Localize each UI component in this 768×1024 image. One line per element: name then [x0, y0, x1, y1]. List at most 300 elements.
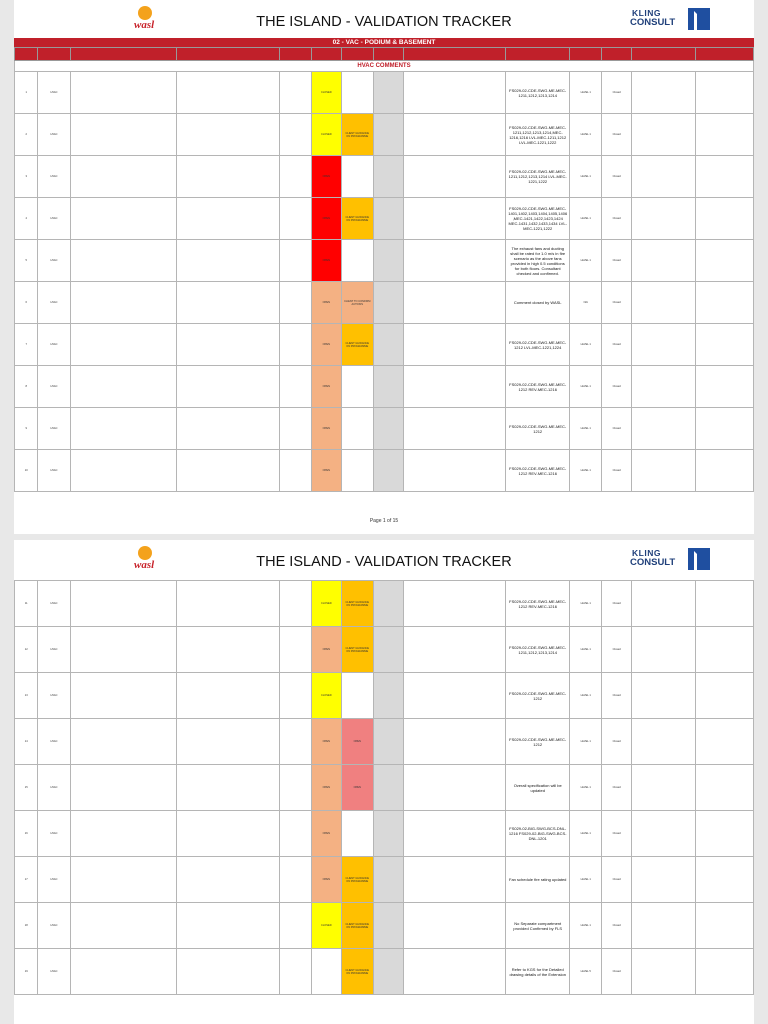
- closed-cell: Closed: [602, 450, 632, 492]
- feedback-cell: CLIENT GUIDANCE ON PROGRAMME: [341, 114, 373, 156]
- notes-cell: [696, 811, 754, 857]
- row-number: 18: [15, 903, 38, 949]
- table-row: [15, 114, 754, 156]
- date-cell: [279, 114, 311, 156]
- response-detail: [403, 627, 506, 673]
- response-detail: [403, 72, 506, 114]
- comment-text: [70, 114, 177, 156]
- feedback-cell: [341, 673, 373, 719]
- status-cell: OPEN: [311, 324, 341, 366]
- remarks-cell: [632, 366, 696, 408]
- comment-text: [70, 156, 177, 198]
- notes-cell: [696, 366, 754, 408]
- reference-drawings: FS029-02-CDE-SWG-ME-MEC-1212 REV-MEC-1216: [506, 581, 570, 627]
- discipline-code: HVAC: [38, 673, 70, 719]
- reference-drawings: FS029-02-CDE-SWG-ME-MEC-1401,1402,1403,1404,1405,1406,MEC-1421,1422,1423,1424 MEC-1431,1432,1433,1434 LVL-MEC-1221,1222: [506, 198, 570, 240]
- level-cell: LEVEL 5: [570, 949, 602, 995]
- row-number: 17: [15, 857, 38, 903]
- level-cell: LEVEL 1: [570, 450, 602, 492]
- action-cell: [373, 450, 403, 492]
- reference-drawings: FS029-02-CDE-SWG-ME-MEC-1212 LVL-MEC-1221,1224: [506, 324, 570, 366]
- discipline-code: HVAC: [38, 408, 70, 450]
- notes-cell: [696, 857, 754, 903]
- reference-drawings: Comment closed by WASL: [506, 282, 570, 324]
- status-cell: OPEN: [311, 366, 341, 408]
- remarks-cell: [632, 114, 696, 156]
- row-number: 11: [15, 581, 38, 627]
- row-number: 14: [15, 719, 38, 765]
- response-text: [177, 408, 280, 450]
- remarks-cell: [632, 240, 696, 282]
- closed-cell: Closed: [602, 114, 632, 156]
- response-text: [177, 156, 280, 198]
- tracker-page-1: [14, 0, 754, 534]
- notes-cell: [696, 581, 754, 627]
- status-cell: CLOSED: [311, 581, 341, 627]
- action-cell: [373, 72, 403, 114]
- reference-drawings: Overall specification will be updated: [506, 765, 570, 811]
- table-row: [15, 156, 754, 198]
- response-detail: [403, 198, 506, 240]
- table-row: [15, 450, 754, 492]
- response-detail: [403, 857, 506, 903]
- level-cell: LEVEL 1: [570, 903, 602, 949]
- date-cell: [279, 282, 311, 324]
- table-row: [15, 282, 754, 324]
- remarks-cell: [632, 156, 696, 198]
- response-detail: [403, 450, 506, 492]
- status-cell: OPEN: [311, 450, 341, 492]
- row-number: 15: [15, 765, 38, 811]
- row-number: 2: [15, 114, 38, 156]
- feedback-cell: OPEN: [341, 765, 373, 811]
- date-cell: [279, 857, 311, 903]
- closed-cell: Closed: [602, 949, 632, 995]
- date-cell: [279, 903, 311, 949]
- response-detail: [403, 811, 506, 857]
- row-number: 9: [15, 408, 38, 450]
- response-text: [177, 282, 280, 324]
- feedback-cell: OPEN: [341, 719, 373, 765]
- comment-text: [70, 673, 177, 719]
- action-cell: [373, 903, 403, 949]
- action-cell: [373, 719, 403, 765]
- table-row: [15, 811, 754, 857]
- closed-cell: Closed: [602, 408, 632, 450]
- action-cell: [373, 811, 403, 857]
- closed-cell: Closed: [602, 765, 632, 811]
- comment-text: [70, 282, 177, 324]
- level-cell: LEVEL 1: [570, 765, 602, 811]
- remarks-cell: [632, 450, 696, 492]
- status-cell: OPEN: [311, 282, 341, 324]
- date-cell: [279, 240, 311, 282]
- feedback-cell: CLIENT GUIDANCE ON PROGRAMME: [341, 198, 373, 240]
- notes-cell: [696, 719, 754, 765]
- status-cell: OPEN: [311, 627, 341, 673]
- reference-drawings: No Separate compartment provided Confirmed by FLS: [506, 903, 570, 949]
- row-number: 7: [15, 324, 38, 366]
- action-cell: [373, 627, 403, 673]
- feedback-cell: [341, 450, 373, 492]
- response-text: [177, 450, 280, 492]
- response-text: [177, 765, 280, 811]
- discipline-code: HVAC: [38, 857, 70, 903]
- response-detail: [403, 366, 506, 408]
- closed-cell: Closed: [602, 811, 632, 857]
- wasl-logo: wasl: [134, 546, 174, 574]
- closed-cell: Closed: [602, 581, 632, 627]
- notes-cell: [696, 765, 754, 811]
- reference-drawings: FS029-02-CDE-SWG-ME-MEC-1211,1212,1213,1214,MEC-1216,1216 LVL-MEC-1211,1212 LVL-MEC-1221,1222: [506, 114, 570, 156]
- level-cell: LEVEL 1: [570, 156, 602, 198]
- table-row: [15, 857, 754, 903]
- date-cell: [279, 450, 311, 492]
- feedback-cell: [341, 811, 373, 857]
- table-row: [15, 408, 754, 450]
- date-cell: [279, 408, 311, 450]
- closed-cell: Closed: [602, 719, 632, 765]
- page-title: THE ISLAND - VALIDATION TRACKER: [256, 554, 512, 570]
- date-cell: [279, 366, 311, 408]
- discipline-code: HVAC: [38, 450, 70, 492]
- comment-text: [70, 72, 177, 114]
- tracker-table-2: [14, 580, 754, 995]
- remarks-cell: [632, 811, 696, 857]
- response-text: [177, 581, 280, 627]
- status-cell: CLOSED: [311, 114, 341, 156]
- discipline-code: HVAC: [38, 198, 70, 240]
- table-header-row: [15, 48, 754, 61]
- remarks-cell: [632, 282, 696, 324]
- comment-text: [70, 627, 177, 673]
- reference-drawings: FS029-02-CDE-SWG-ME-MEC-1212: [506, 719, 570, 765]
- discipline-code: HVAC: [38, 719, 70, 765]
- feedback-cell: CLIENT TO CONFIRM ACTIONS: [341, 282, 373, 324]
- discipline-code: HVAC: [38, 765, 70, 811]
- table-row: [15, 581, 754, 627]
- table-row: [15, 949, 754, 995]
- date-cell: [279, 949, 311, 995]
- row-number: 19: [15, 949, 38, 995]
- level-cell: LEVEL 1: [570, 240, 602, 282]
- notes-cell: [696, 114, 754, 156]
- action-cell: [373, 198, 403, 240]
- table-row: [15, 673, 754, 719]
- level-cell: LEVEL 1: [570, 581, 602, 627]
- response-text: [177, 811, 280, 857]
- closed-cell: Closed: [602, 903, 632, 949]
- response-detail: [403, 719, 506, 765]
- response-text: [177, 857, 280, 903]
- response-detail: [403, 240, 506, 282]
- action-cell: [373, 282, 403, 324]
- response-text: [177, 719, 280, 765]
- discipline-code: HVAC: [38, 156, 70, 198]
- feedback-cell: CLIENT GUIDANCE ON PROGRAMME: [341, 949, 373, 995]
- remarks-cell: [632, 765, 696, 811]
- response-text: [177, 72, 280, 114]
- discipline-code: HVAC: [38, 811, 70, 857]
- notes-cell: [696, 240, 754, 282]
- remarks-cell: [632, 949, 696, 995]
- table-row: [15, 240, 754, 282]
- closed-cell: Closed: [602, 240, 632, 282]
- closed-cell: Closed: [602, 627, 632, 673]
- level-cell: LEVEL 1: [570, 719, 602, 765]
- wasl-logo: wasl: [134, 6, 174, 34]
- page-title: THE ISLAND - VALIDATION TRACKER: [256, 14, 512, 30]
- comment-text: [70, 719, 177, 765]
- discipline-code: HVAC: [38, 114, 70, 156]
- level-cell: LEVEL 1: [570, 408, 602, 450]
- action-cell: [373, 324, 403, 366]
- date-cell: [279, 719, 311, 765]
- response-text: [177, 949, 280, 995]
- notes-cell: [696, 198, 754, 240]
- reference-drawings: FS029-02-CDE-SWG-ME-MEC-1212: [506, 408, 570, 450]
- kling-consult-logo: KLING CONSULT: [630, 548, 710, 572]
- notes-cell: [696, 903, 754, 949]
- response-text: [177, 198, 280, 240]
- response-text: [177, 673, 280, 719]
- table-row: [15, 324, 754, 366]
- comment-text: [70, 198, 177, 240]
- table-row: [15, 198, 754, 240]
- status-cell: CLOSED: [311, 72, 341, 114]
- status-cell: CLOSED: [311, 903, 341, 949]
- feedback-cell: [341, 156, 373, 198]
- date-cell: [279, 811, 311, 857]
- comment-text: [70, 324, 177, 366]
- level-cell: LEVEL 1: [570, 366, 602, 408]
- table-row: [15, 765, 754, 811]
- discipline-code: HVAC: [38, 240, 70, 282]
- action-cell: [373, 581, 403, 627]
- feedback-cell: CLIENT GUIDANCE ON PROGRAMME: [341, 627, 373, 673]
- response-text: [177, 114, 280, 156]
- date-cell: [279, 156, 311, 198]
- response-text: [177, 903, 280, 949]
- status-cell: OPEN: [311, 408, 341, 450]
- response-text: [177, 324, 280, 366]
- table-row: [15, 366, 754, 408]
- discipline-code: HVAC: [38, 949, 70, 995]
- discipline-code: HVAC: [38, 282, 70, 324]
- date-cell: [279, 581, 311, 627]
- action-cell: [373, 673, 403, 719]
- feedback-cell: CLIENT GUIDANCE ON PROGRAMME: [341, 324, 373, 366]
- notes-cell: [696, 282, 754, 324]
- date-cell: [279, 627, 311, 673]
- remarks-cell: [632, 627, 696, 673]
- response-detail: [403, 949, 506, 995]
- comment-text: [70, 450, 177, 492]
- tracker-page-2: [14, 540, 754, 1024]
- closed-cell: Closed: [602, 366, 632, 408]
- level-cell: LEVEL 1: [570, 673, 602, 719]
- discipline-code: HVAC: [38, 581, 70, 627]
- status-cell: OPEN: [311, 156, 341, 198]
- notes-cell: [696, 450, 754, 492]
- page-header: [14, 540, 754, 580]
- remarks-cell: [632, 324, 696, 366]
- remarks-cell: [632, 72, 696, 114]
- response-detail: [403, 408, 506, 450]
- response-detail: [403, 903, 506, 949]
- closed-cell: Closed: [602, 156, 632, 198]
- remarks-cell: [632, 198, 696, 240]
- remarks-cell: [632, 408, 696, 450]
- section-banner: 02 - VAC - PODIUM & BASEMENT: [14, 38, 754, 47]
- action-cell: [373, 156, 403, 198]
- comment-text: [70, 949, 177, 995]
- status-cell: [311, 949, 341, 995]
- action-cell: [373, 366, 403, 408]
- date-cell: [279, 324, 311, 366]
- closed-cell: Closed: [602, 324, 632, 366]
- action-cell: [373, 240, 403, 282]
- level-cell: LEVEL 1: [570, 324, 602, 366]
- discipline-code: HVAC: [38, 903, 70, 949]
- table-row: [15, 627, 754, 673]
- reference-drawings: Refer to KGS for the Detailed drawing details of the Extension: [506, 949, 570, 995]
- date-cell: [279, 198, 311, 240]
- comment-text: [70, 408, 177, 450]
- comment-text: [70, 765, 177, 811]
- level-cell: LEVEL 1: [570, 72, 602, 114]
- row-number: 16: [15, 811, 38, 857]
- discipline-code: HVAC: [38, 72, 70, 114]
- level-cell: LEVEL 1: [570, 811, 602, 857]
- response-detail: [403, 114, 506, 156]
- notes-cell: [696, 949, 754, 995]
- row-number: 5: [15, 240, 38, 282]
- remarks-cell: [632, 719, 696, 765]
- feedback-cell: [341, 366, 373, 408]
- reference-drawings: FS029-02-CDE-SWG-ME-MEC-1212 REV-MEC-1216: [506, 450, 570, 492]
- row-number: 3: [15, 156, 38, 198]
- level-cell: LEVEL 1: [570, 857, 602, 903]
- remarks-cell: [632, 903, 696, 949]
- table-row: [15, 719, 754, 765]
- action-cell: [373, 949, 403, 995]
- status-cell: OPEN: [311, 765, 341, 811]
- status-cell: OPEN: [311, 240, 341, 282]
- date-cell: [279, 72, 311, 114]
- closed-cell: Closed: [602, 282, 632, 324]
- response-detail: [403, 282, 506, 324]
- comment-text: [70, 857, 177, 903]
- discipline-code: HVAC: [38, 366, 70, 408]
- action-cell: [373, 857, 403, 903]
- row-number: 12: [15, 627, 38, 673]
- discipline-code: HVAC: [38, 324, 70, 366]
- closed-cell: Closed: [602, 198, 632, 240]
- feedback-cell: [341, 240, 373, 282]
- comment-text: [70, 366, 177, 408]
- notes-cell: [696, 673, 754, 719]
- remarks-cell: [632, 581, 696, 627]
- reference-drawings: FS029-02-CDE-SWG-ME-MEC-1211,1212,1213,1214: [506, 72, 570, 114]
- response-text: [177, 366, 280, 408]
- response-text: [177, 627, 280, 673]
- status-cell: OPEN: [311, 811, 341, 857]
- feedback-cell: [341, 72, 373, 114]
- feedback-cell: CLIENT GUIDANCE ON PROGRAMME: [341, 857, 373, 903]
- remarks-cell: [632, 857, 696, 903]
- date-cell: [279, 673, 311, 719]
- row-number: 8: [15, 366, 38, 408]
- status-cell: OPEN: [311, 857, 341, 903]
- comment-text: [70, 811, 177, 857]
- reference-drawings: FS029-02-CDE-SWG-ME-MEC-1212 REV-MEC-1216: [506, 366, 570, 408]
- feedback-cell: CLIENT GUIDANCE ON PROGRAMME: [341, 581, 373, 627]
- level-cell: LEVEL 1: [570, 114, 602, 156]
- notes-cell: [696, 324, 754, 366]
- remarks-cell: [632, 673, 696, 719]
- page-header: [14, 0, 754, 38]
- response-text: [177, 240, 280, 282]
- table-row: [15, 72, 754, 114]
- response-detail: [403, 324, 506, 366]
- reference-drawings: FS029-02-BIG-SWG-BCS-DNL-1216 FS029-02-BIG-SWG-BCS-DNL-1201: [506, 811, 570, 857]
- response-detail: [403, 156, 506, 198]
- row-number: 13: [15, 673, 38, 719]
- subsection-title: HVAC COMMENTS: [15, 61, 754, 72]
- status-cell: OPEN: [311, 719, 341, 765]
- level-cell: LEVEL 1: [570, 198, 602, 240]
- action-cell: [373, 114, 403, 156]
- date-cell: [279, 765, 311, 811]
- comment-text: [70, 903, 177, 949]
- row-number: 10: [15, 450, 38, 492]
- reference-drawings: FS029-02-CDE-SWG-ME-MEC-1212: [506, 673, 570, 719]
- notes-cell: [696, 72, 754, 114]
- notes-cell: [696, 627, 754, 673]
- comment-text: [70, 240, 177, 282]
- notes-cell: [696, 156, 754, 198]
- reference-drawings: FS029-02-CDE-SWG-ME-MEC-1211,1212,1213,1214 LVL-MEC-1221,1222: [506, 156, 570, 198]
- response-detail: [403, 765, 506, 811]
- row-number: 6: [15, 282, 38, 324]
- level-cell: LEVEL 1: [570, 627, 602, 673]
- table-row: [15, 903, 754, 949]
- status-cell: OPEN: [311, 198, 341, 240]
- row-number: 1: [15, 72, 38, 114]
- comment-text: [70, 581, 177, 627]
- closed-cell: Closed: [602, 857, 632, 903]
- reference-drawings: FS029-02-CDE-SWG-ME-MEC-1211,1212,1213,1214: [506, 627, 570, 673]
- closed-cell: Closed: [602, 72, 632, 114]
- status-cell: CLOSED: [311, 673, 341, 719]
- action-cell: [373, 408, 403, 450]
- page-footer: Page 1 of 15: [369, 518, 399, 524]
- response-detail: [403, 581, 506, 627]
- feedback-cell: [341, 408, 373, 450]
- response-detail: [403, 673, 506, 719]
- notes-cell: [696, 408, 754, 450]
- tracker-table-1: [14, 47, 754, 492]
- discipline-code: HVAC: [38, 627, 70, 673]
- level-cell: N/A: [570, 282, 602, 324]
- reference-drawings: Fan schedule fire rating updated: [506, 857, 570, 903]
- action-cell: [373, 765, 403, 811]
- feedback-cell: CLIENT GUIDANCE ON PROGRAMME: [341, 903, 373, 949]
- row-number: 4: [15, 198, 38, 240]
- kling-consult-logo: KLING CONSULT: [630, 8, 710, 32]
- closed-cell: Closed: [602, 673, 632, 719]
